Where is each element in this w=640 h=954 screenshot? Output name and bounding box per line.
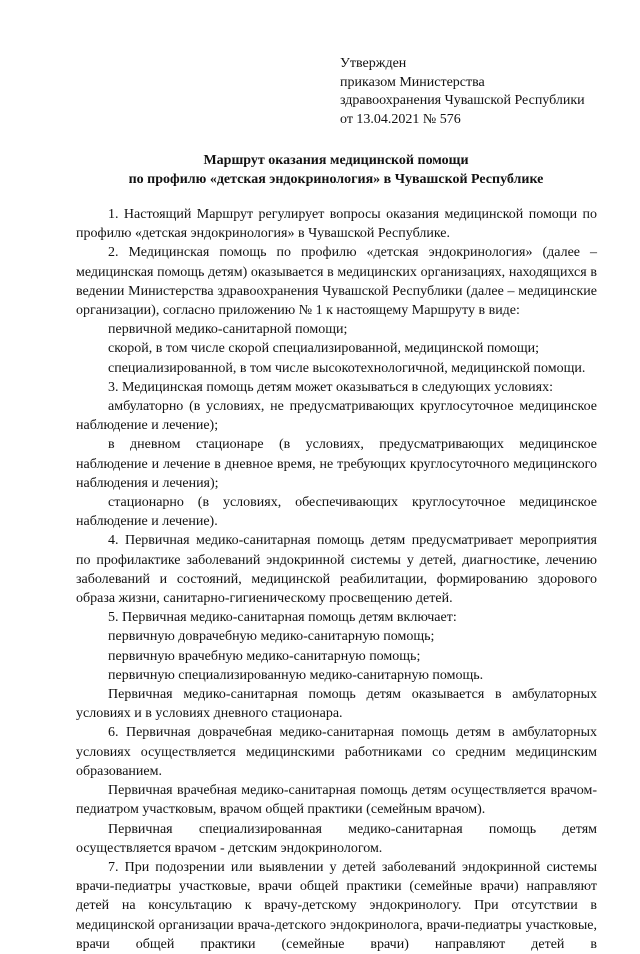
paragraph-4: 4. Первичная медико-санитарная помощь детям предусматривает мероприятия по профилактике заболеваний эндокринной системы у детей, диагностике, лечению заболеваний и состояний, медицинской реабилитации, формированию здорового образа жизни, санитарно-гигиеническому просвещению детей. [76, 533, 597, 607]
approval-block [340, 55, 630, 129]
paragraph-3-item-inpatient: стационарно (в условиях, обеспечивающих круглосуточное медицинское наблюдение и лечение). [76, 495, 597, 530]
paragraph-1: 1. Настоящий Маршрут регулирует вопросы оказания медицинской помощи по профилю «детская эндокринология» в Чувашской Республике. [76, 207, 597, 242]
document-body [76, 205, 597, 954]
paragraph-5-item-prephysician: первичную доврачебную медико-санитарную помощь; [108, 629, 435, 645]
approval-line-ministry: здравоохранения Чувашской Республики [340, 93, 585, 108]
paragraph-3-item-outpatient: амбулаторно (в условиях, не предусматривающих круглосуточное медицинское наблюдение и лечение); [76, 399, 597, 434]
document-title [76, 152, 596, 189]
paragraph-3-item-day-hospital: в дневном стационаре (в условиях, предусматривающих медицинское наблюдение и лечение в дневное время, не требующих круглосуточного медицинского наблюдения и лечения); [76, 437, 597, 491]
paragraph-6-physician: Первичная врачебная медико-санитарная помощь детям осуществляется врачом-педиатром участковым, врачом общей практики (семейным врачом). [76, 783, 597, 818]
approval-line-date-number: от 13.04.2021 № 576 [340, 111, 461, 127]
paragraph-5: 5. Первичная медико-санитарная помощь детям включает: [108, 610, 457, 626]
paragraph-6-specialized: Первичная специализированная медико-санитарная помощь детям осуществляется врачом - детским эндокринологом. [76, 821, 597, 856]
paragraph-2-item-emergency: скорой, в том числе скорой специализированной, медицинской помощи; [108, 341, 540, 357]
document-title-line-1: Маршрут оказания медицинской помощи [203, 153, 469, 168]
paragraph-2: 2. Медицинская помощь по профилю «детская эндокринология» (далее – медицинская помощь детям) оказывается в медицинских организациях, находящихся в ведении Министерства здравоохранения Чувашской Республики (далее – медицинские организации), согласно приложению № 1 к настоящему Маршруту в виде: [76, 245, 597, 319]
paragraph-5-conditions: Первичная медико-санитарная помощь детям оказывается в амбулаторных условиях и в условиях дневного стационара. [76, 687, 597, 722]
paragraph-5-item-specialized: первичную специализированную медико-санитарную помощь. [108, 667, 484, 683]
approval-line-order: приказом Министерства [340, 74, 485, 90]
paragraph-6: 6. Первичная доврачебная медико-санитарная помощь детям в амбулаторных условиях осуществляется медицинскими работниками со средним медицинским образованием. [76, 725, 597, 779]
paragraph-2-item-specialized: специализированной, в том числе высокотехнологичной, медицинской помощи. [108, 360, 586, 376]
approval-line-approved: Утвержден [340, 56, 407, 71]
paragraph-7: 7. При подозрении или выявлении у детей заболеваний эндокринной системы врачи-педиатры участковые, врачи общей практики (семейные врачи) направляют детей на консультацию к врачу-детскому эндокринологу. При отсутствии в медицинской организации врача-детского эндокринолога, врачи-педиатры участковые, врачи общей практики (семейные врачи) направляют детей в [76, 859, 597, 952]
paragraph-5-item-physician: первичную врачебную медико-санитарную помощь; [108, 648, 421, 664]
paragraph-2-item-primary: первичной медико-санитарной помощи; [108, 322, 348, 338]
paragraph-3: 3. Медицинская помощь детям может оказываться в следующих условиях: [108, 379, 553, 395]
document-title-line-2: по профилю «детская эндокринология» в Чувашской Республике [128, 171, 544, 187]
